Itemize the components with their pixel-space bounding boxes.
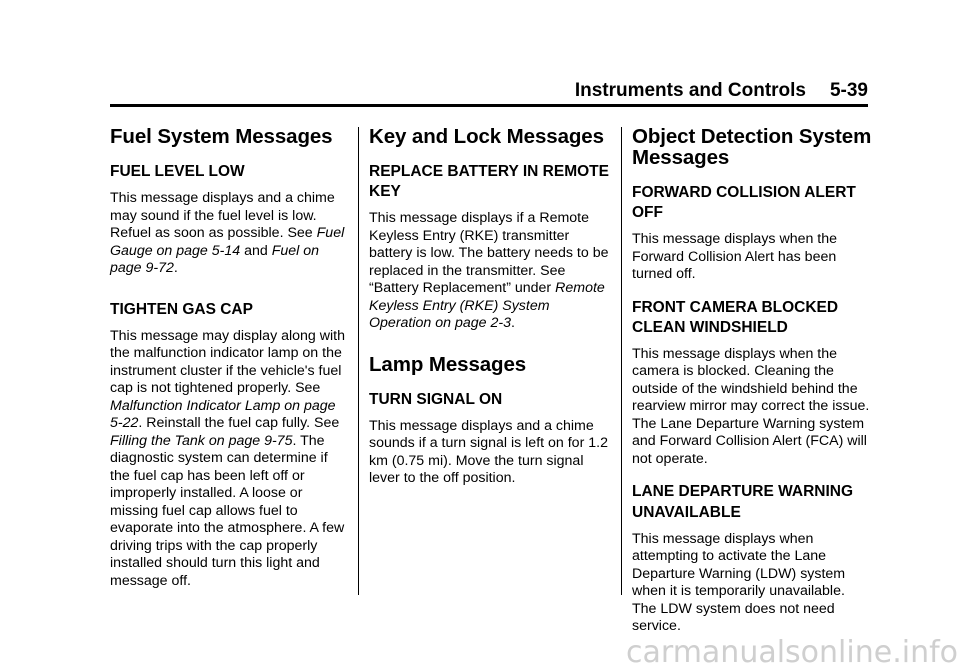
subheading-forward-collision-alert-off: FORWARD COLLISION ALERT OFF [632, 183, 856, 221]
subheading-lane-departure-unavailable: LANE DEPARTURE WARNING UNAVAILABLE [632, 483, 854, 521]
subheading-tighten-gas-cap: TIGHTEN GAS CAP [110, 300, 253, 318]
header-divider [110, 104, 868, 107]
watermark: carmanualsonline.info [626, 635, 958, 670]
subheading-fuel-level-low: FUEL LEVEL LOW [110, 162, 245, 180]
paragraph-front-camera-blocked: This message displays when the camera is blocked. Cleaning the outside of the windshield behind the rearview mirror may correct the issue. The Lane Departure Warning system and Forward Collision Alert (FCA) will not operate. [632, 345, 870, 467]
paragraph-forward-collision-alert-off: This message displays when the Forward Collision Alert has been turned off. [632, 231, 838, 283]
page-header [110, 80, 868, 104]
paragraph-replace-battery: This message displays if a Remote Keyless Entry (RKE) transmitter battery is low. The battery needs to be replaced in the transmitter. See “Battery Replacement” under Remote Keyless Entry (RKE) System Operation on page 2-3. [369, 210, 609, 332]
column-fuel-system [110, 127, 350, 604]
page-number: 5-39 [829, 80, 868, 101]
column-object-detection [632, 127, 872, 650]
column-divider [621, 127, 622, 595]
paragraph-lane-departure-unavailable: This message displays when attempting to activate the Lane Departure Warning (LDW) system when it is temporarily unavailable. The LDW system does not need service. [632, 530, 846, 635]
subheading-front-camera-blocked: FRONT CAMERA BLOCKED CLEAN WINDSHIELD [632, 298, 839, 336]
reference-link: Malfunction Indicator Lamp on page 5-22 [110, 397, 336, 432]
reference-link: Fuel on page 9-72 [110, 242, 320, 277]
heading-key-lock-messages: Key and Lock Messages [369, 125, 604, 148]
heading-object-detection-messages: Object Detection System Messages [632, 125, 872, 169]
section-title: Instruments and Controls [574, 80, 806, 101]
reference-link: Fuel Gauge on page 5-14 [110, 225, 345, 259]
paragraph-tighten-gas-cap: This message may display along with the malfunction indicator lamp on the instrument cluster if the vehicle's fuel cap is not tightened properly. See Malfunction Indicator Lamp on page 5-22. Reinstall the fuel cap fully. See Filling the Tank on page 9-75. The diagnostic system can determine if the fuel cap has been left off or improperly installed. A loose or missing fuel cap allows fuel to evaporate into the atmosphere. A few driving trips with the cap properly installed should turn this light and message off. [110, 327, 345, 589]
heading-lamp-messages: Lamp Messages [369, 352, 527, 376]
paragraph-fuel-level-low: This message displays and a chime may sound if the fuel level is low. Refuel as soon as possible. See Fuel Gauge on page 5-14 and Fuel on page 9-72. [110, 190, 345, 277]
subheading-turn-signal-on: TURN SIGNAL ON [369, 390, 503, 408]
paragraph-turn-signal-on: This message displays and a chime sounds if a turn signal is left on for 1.2 km (0.75 mi). Move the turn signal lever to the off position. [369, 417, 608, 487]
column-divider [358, 127, 359, 595]
reference-link: Remote Keyless Entry (RKE) System Operation on page 2-3 [369, 280, 605, 332]
heading-fuel-system-messages: Fuel System Messages [110, 125, 333, 148]
subheading-replace-battery: REPLACE BATTERY IN REMOTE KEY [369, 162, 609, 201]
reference-link: Filling the Tank on page 9-75 [110, 432, 293, 449]
column-key-lock [369, 127, 609, 502]
